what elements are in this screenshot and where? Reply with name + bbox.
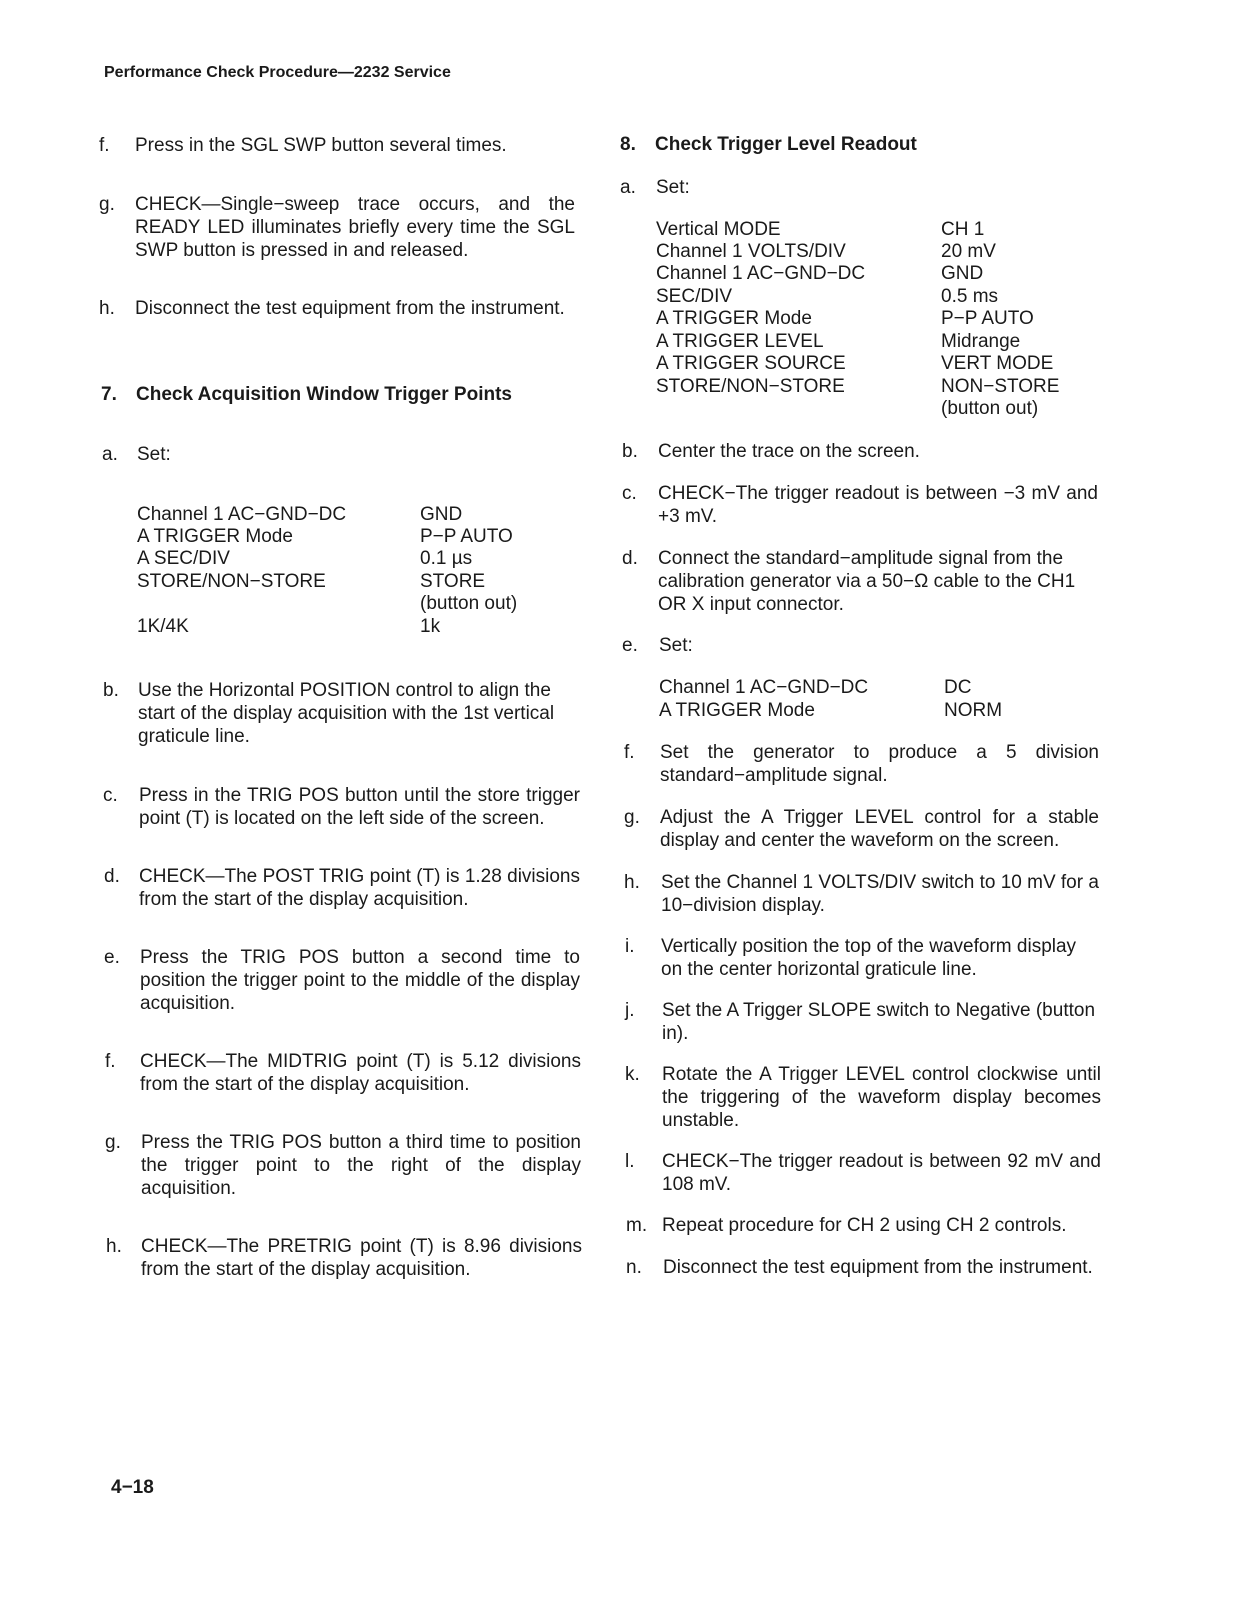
setting-name: A SEC/DIV [137,548,230,569]
setting-value: 0.1 µs [420,548,473,569]
setting-name: A TRIGGER Mode [656,308,812,329]
section-title: Check Acquisition Window Trigger Points [136,384,512,405]
step-text: CHECK—The MIDTRIG point (T) is 5.12 divisions from the start of the display acquisition. [140,1051,581,1095]
step-text: Set: [137,444,171,465]
setting-value: VERT MODE [941,353,1054,374]
setting-name: STORE/NON−STORE [137,571,326,592]
section-number: 8. [620,134,636,155]
setting-value: P−P AUTO [420,526,513,547]
setting-value: CH 1 [941,219,985,240]
step-text: Press in the SGL SWP button several times. [135,135,507,156]
step-text: Connect the standard−amplitude signal from the calibration generator via a 50−Ω cable to the CH1 OR X input connector. [658,548,1076,615]
step-label: k. [625,1064,640,1085]
step-text: Set the generator to produce a 5 division standard−amplitude signal. [660,742,1099,786]
step-label: g. [105,1132,121,1153]
step-label: j. [625,1000,635,1021]
step-label: f. [624,742,635,763]
setting-value: 20 mV [941,241,996,262]
step-label: n. [626,1257,642,1278]
setting-name: Channel 1 AC−GND−DC [659,677,869,698]
setting-name: Channel 1 AC−GND−DC [137,504,347,525]
setting-name: Channel 1 VOLTS/DIV [656,241,846,262]
step-label: d. [622,548,638,569]
step-label: c. [622,483,637,504]
setting-value: Midrange [941,331,1021,352]
section-title: Check Trigger Level Readout [655,134,917,155]
step-label: a. [620,177,636,198]
setting-name: A TRIGGER SOURCE [656,353,846,374]
setting-value: 0.5 ms [941,286,999,307]
step-label: b. [622,441,638,462]
setting-name: 1K/4K [137,616,189,637]
step-text: Press the TRIG POS button a third time to position the trigger point to the right of the display acquisition. [141,1132,581,1199]
setting-value: STORE [420,571,486,592]
page-header: Performance Check Procedure—2232 Service [104,64,451,81]
step-label: h. [106,1236,122,1257]
step-text: Press in the TRIG POS button until the store trigger point (T) is located on the left side of the screen. [139,785,580,829]
step-text: Press the TRIG POS button a second time to position the trigger point to the middle of the display acquisition. [140,947,580,1014]
step-text: Vertically position the top of the waveform display on the center horizontal graticule line. [661,936,1077,980]
setting-name: A TRIGGER LEVEL [656,331,824,352]
step-label: m. [626,1215,648,1236]
step-label: f. [99,135,110,156]
step-text: Disconnect the test equipment from the instrument. [663,1257,1093,1278]
setting-value: P−P AUTO [941,308,1034,329]
page-number: 4−18 [111,1477,154,1498]
setting-name: SEC/DIV [656,286,733,307]
step-text: Repeat procedure for CH 2 using CH 2 controls. [662,1215,1067,1236]
step-text: CHECK−The trigger readout is between 92 mV and 108 mV. [662,1151,1101,1195]
step-label: b. [103,680,119,701]
step-label: h. [99,298,115,319]
step-text: Use the Horizontal POSITION control to align the start of the display acquisition with the 1st vertical graticule line. [138,680,555,747]
setting-value: GND [420,504,463,525]
setting-value: (button out) [420,593,518,614]
setting-value: NORM [944,700,1003,721]
step-label: g. [99,194,115,215]
setting-value: NON−STORE [941,376,1060,397]
setting-name: A TRIGGER Mode [137,526,293,547]
setting-value: 1k [420,616,441,637]
step-text: Set: [656,177,690,198]
step-text: CHECK—The PRETRIG point (T) is 8.96 divisions from the start of the display acquisition. [141,1236,582,1280]
setting-value: DC [944,677,972,698]
step-label: c. [103,785,118,806]
step-text: CHECK—Single−sweep trace occurs, and the READY LED illuminates briefly every time the SGL SWP button is pressed in and released. [135,194,575,261]
step-text: Set the Channel 1 VOLTS/DIV switch to 10 mV for a 10−division display. [661,872,1099,916]
step-text: Set the A Trigger SLOPE switch to Negative (button in). [662,1000,1096,1044]
setting-value: (button out) [941,398,1039,419]
step-text: Center the trace on the screen. [658,441,920,462]
setting-value: GND [941,263,984,284]
setting-name: Channel 1 AC−GND−DC [656,263,866,284]
step-label: l. [625,1151,635,1172]
step-label: a. [102,444,118,465]
setting-name: Vertical MODE [656,219,781,240]
step-text: Disconnect the test equipment from the instrument. [135,298,565,319]
step-label: e. [622,635,638,656]
step-label: g. [624,807,640,828]
step-label: d. [104,866,120,887]
step-text: Adjust the A Trigger LEVEL control for a stable display and center the waveform on the screen. [660,807,1099,851]
setting-name: A TRIGGER Mode [659,700,815,721]
step-label: i. [625,936,635,957]
step-text: Set: [659,635,693,656]
section-number: 7. [101,384,117,405]
step-label: f. [105,1051,116,1072]
step-text: CHECK—The POST TRIG point (T) is 1.28 divisions from the start of the display acquisition. [139,866,580,910]
step-text: Rotate the A Trigger LEVEL control clockwise until the triggering of the waveform display becomes unstable. [662,1064,1101,1131]
step-label: h. [624,872,640,893]
setting-name: STORE/NON−STORE [656,376,845,397]
step-label: e. [104,947,120,968]
step-text: CHECK−The trigger readout is between −3 mV and +3 mV. [658,483,1098,527]
